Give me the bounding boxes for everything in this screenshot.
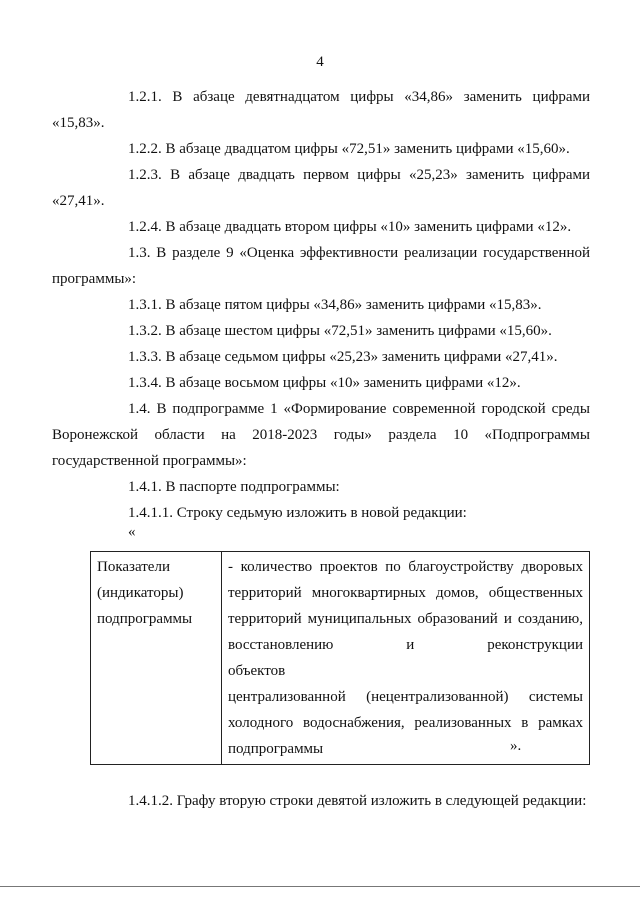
paragraph-line: 1.3.2. В абзаце шестом цифры «72,51» заменить цифрами «15,60».	[128, 323, 552, 339]
cell-line: - количество проектов по благоустройству дворовых	[228, 559, 583, 575]
indicators-table	[90, 551, 590, 765]
paragraph-line: 1.2.1. В абзаце девятнадцатом цифры «34,86» заменить цифрами	[128, 89, 590, 105]
page-bottom-rule	[0, 886, 640, 887]
paragraph-line: 1.3.1. В абзаце пятом цифры «34,86» заменить цифрами «15,83».	[128, 297, 542, 313]
indicator-value-cell	[222, 552, 590, 765]
paragraph-1-3-3	[90, 344, 590, 370]
cell-line: централизованной (нецентрализованной) системы	[228, 689, 583, 705]
paragraph-line: программы»:	[52, 271, 137, 287]
paragraph-line: 1.3.3. В абзаце седьмом цифры «25,23» заменить цифрами «27,41».	[128, 349, 558, 365]
paragraph-1-4	[52, 396, 590, 474]
cell-line: территорий муниципальных образований и созданию,	[228, 611, 583, 627]
paragraph-line: государственной программы»:	[52, 453, 247, 469]
paragraph-line: 1.3. В разделе 9 «Оценка эффективности реализации государственной	[128, 245, 590, 261]
paragraph-1-3-4	[90, 370, 590, 396]
paragraph-1-3-2	[90, 318, 590, 344]
cell-line: Показатели	[97, 559, 170, 575]
paragraph-line: Воронежской области на 2018-2023 годы» раздела 10 «Подпрограммы	[52, 427, 590, 443]
cell-line: (индикаторы)	[97, 585, 184, 601]
paragraph-line: 1.4. В подпрограмме 1 «Формирование современной городской среды	[128, 401, 590, 417]
paragraph-1-2-3	[52, 162, 590, 214]
paragraph-line: 1.2.3. В абзаце двадцать первом цифры «25,23» заменить цифрами	[128, 167, 590, 183]
paragraph-line: 1.4.1.1. Строку седьмую изложить в новой редакции:	[128, 505, 467, 521]
cell-line: территорий многоквартирных домов, общественных	[228, 585, 583, 601]
paragraph-1-4-1-1	[90, 500, 590, 526]
cell-line: холодного водоснабжения, реализованных в рамках	[228, 715, 583, 731]
cell-line: подпрограммы	[228, 741, 324, 757]
opening-quote: «	[128, 524, 136, 540]
paragraph-1-2-1	[52, 84, 590, 136]
paragraph-1-2-2	[90, 136, 590, 162]
cell-line: восстановлению и реконструкции объектов	[228, 637, 583, 679]
indicator-label-cell	[91, 552, 222, 765]
page-number: 4	[316, 54, 324, 70]
paragraph-1-3	[52, 240, 590, 292]
paragraph-line: 1.3.4. В абзаце восьмом цифры «10» заменить цифрами «12».	[128, 375, 521, 391]
paragraph-line: «15,83».	[52, 115, 105, 131]
cell-line: подпрограммы	[97, 611, 193, 627]
paragraph-line: «27,41».	[52, 193, 105, 209]
table-row	[91, 552, 590, 765]
paragraph-1-3-1	[90, 292, 590, 318]
paragraph-line: 1.4.1. В паспорте подпрограммы:	[128, 479, 340, 495]
paragraph-1-4-1	[90, 474, 590, 500]
paragraph-1-2-4	[90, 214, 590, 240]
paragraph-line: 1.4.1.2. Графу вторую строки девятой изложить в следующей редакции:	[128, 793, 587, 809]
paragraph-line: 1.2.2. В абзаце двадцатом цифры «72,51» заменить цифрами «15,60».	[128, 141, 570, 157]
paragraph-line: 1.2.4. В абзаце двадцать втором цифры «10» заменить цифрами «12».	[128, 219, 572, 235]
closing-quote: ».	[510, 738, 522, 754]
paragraph-1-4-1-2	[90, 788, 590, 814]
